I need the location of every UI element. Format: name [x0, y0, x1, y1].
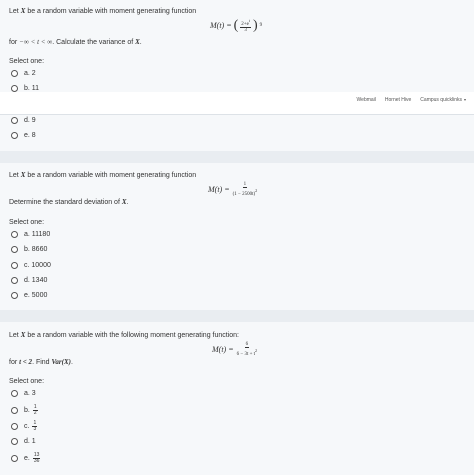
question-3-select-label: Select one: [9, 378, 45, 385]
hornet-hive-link[interactable]: Hornet Hive [384, 97, 412, 103]
question-card-3 [0, 322, 474, 475]
radio-button[interactable] [11, 231, 18, 238]
radio-button[interactable] [11, 407, 18, 414]
webmail-link[interactable]: Webmail [356, 97, 376, 103]
radio-button[interactable] [11, 390, 18, 397]
question-2-task: Determine the standard deviation of X. [9, 198, 129, 206]
radio-button[interactable] [11, 292, 18, 299]
q3-option-b[interactable]: b. $\frac{1}{2}$ [11, 405, 38, 416]
q2-option-e[interactable]: e. 5000 [11, 292, 47, 299]
radio-button[interactable] [11, 70, 18, 77]
footer-quicklinks-bar [0, 92, 474, 115]
question-3-range: for t < 2. Find Var(X). [9, 358, 73, 366]
question-3-formula: M(t) = $\frac{6}{6 - 3t + t^2}$ [212, 342, 258, 357]
q2-option-c[interactable]: c. 10000 [11, 262, 51, 269]
q2-option-b[interactable]: b. 8660 [11, 246, 47, 253]
radio-button[interactable] [11, 277, 18, 284]
question-2-select-label: Select one: [9, 219, 45, 226]
q1-option-b[interactable]: b. 11 [11, 85, 39, 92]
question-1-range: for −∞ < t < ∞. Calculate the variance of X. [9, 38, 142, 46]
question-1-select-label: Select one: [9, 58, 45, 65]
q3-option-c[interactable]: c. $\frac{1}{3}$ [11, 421, 37, 432]
question-2-formula: M(t) = $\frac{1}{(1 - 2500t)^2}$ [208, 182, 258, 197]
radio-button[interactable] [11, 132, 18, 139]
q2-option-d[interactable]: d. 1340 [11, 277, 47, 284]
q2-option-a[interactable]: a. 11180 [11, 231, 50, 238]
radio-button[interactable] [11, 262, 18, 269]
question-3-text: Let X be a random variable with the following moment generating function: [9, 331, 239, 339]
chevron-down-icon: ▾ [463, 97, 466, 102]
radio-button[interactable] [11, 423, 18, 430]
radio-button[interactable] [11, 85, 18, 92]
q1-option-a[interactable]: a. 2 [11, 70, 36, 77]
question-1-text: Let X be a random variable with moment generating function [9, 7, 197, 15]
question-card-1 [0, 0, 474, 151]
q3-option-e[interactable]: e. $\frac{13}{36}$ [11, 453, 40, 464]
question-1-formula: M(t) = ( $\frac{2+e^t}{3}$ ) 9 [210, 17, 263, 33]
q1-option-d[interactable]: d. 9 [11, 117, 36, 124]
radio-button[interactable] [11, 455, 18, 462]
q3-option-d[interactable]: d. 1 [11, 438, 36, 445]
question-2-text: Let X be a random variable with moment generating function [9, 171, 197, 179]
radio-button[interactable] [11, 246, 18, 253]
campus-quicklinks-dropdown[interactable]: Campus quicklinks ▾ [420, 97, 466, 103]
question-card-2 [0, 163, 474, 310]
q1-option-e[interactable]: e. 8 [11, 132, 36, 139]
q3-option-a[interactable]: a. 3 [11, 390, 36, 397]
radio-button[interactable] [11, 438, 18, 445]
radio-button[interactable] [11, 117, 18, 124]
